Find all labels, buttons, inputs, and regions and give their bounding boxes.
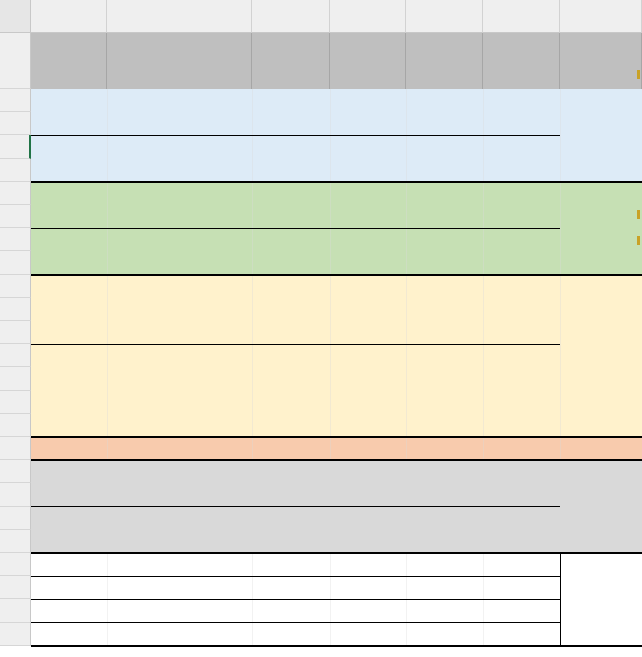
cell-g22[interactable] [560,553,642,576]
cell-a8[interactable] [31,228,107,251]
cell-a6[interactable] [31,182,107,205]
cell-f12[interactable] [483,321,560,344]
cell-e4[interactable] [406,135,483,158]
cell-b6[interactable] [107,182,252,205]
subgroup-border [31,135,560,136]
column-header-c[interactable] [252,0,330,33]
cell-b13[interactable] [107,344,252,367]
comment-indicator [637,70,640,79]
cell-d7[interactable] [330,205,406,228]
row-header-7[interactable] [0,205,31,228]
group-border [31,274,642,276]
comment-indicator [637,236,640,245]
cell-a4[interactable] [31,135,107,158]
cell-c13[interactable] [252,344,330,367]
cell-c2[interactable] [252,89,330,112]
cell-b11[interactable] [107,298,252,321]
cell-c7[interactable] [252,205,330,228]
header-cell-g[interactable] [560,33,642,89]
row-header-12[interactable] [0,321,31,344]
row-header-10[interactable] [0,275,31,298]
cell-a2[interactable] [31,89,107,112]
cell-f22[interactable] [483,553,560,576]
cell-d4[interactable] [330,135,406,158]
subgroup-border [31,576,560,577]
cell-a10[interactable] [31,275,107,298]
row-header-24[interactable] [0,599,31,622]
cell-e19[interactable] [406,483,483,506]
column-g-border [560,553,561,646]
cell-g24[interactable] [560,599,642,622]
cell-c24[interactable] [252,599,330,622]
cell-c20[interactable] [252,507,330,530]
subgroup-border [31,599,560,600]
cell-d18[interactable] [330,460,406,483]
cell-g4[interactable] [560,135,642,158]
cell-c12[interactable] [252,321,330,344]
header-cell-b[interactable] [107,33,252,89]
column-header-b[interactable] [107,0,252,33]
cell-e2[interactable] [406,89,483,112]
gridline-v [483,89,484,646]
cell-f16[interactable] [483,414,560,437]
cell-b5[interactable] [107,159,252,182]
cell-g3[interactable] [560,112,642,135]
cell-e5[interactable] [406,159,483,182]
row-header-9[interactable] [0,251,31,274]
cell-d13[interactable] [330,344,406,367]
cell-d17[interactable] [330,437,406,460]
header-cell-d[interactable] [330,33,406,89]
cell-d11[interactable] [330,298,406,321]
cell-c16[interactable] [252,414,330,437]
cell-c3[interactable] [252,112,330,135]
cell-e3[interactable] [406,112,483,135]
row-header-20[interactable] [0,507,31,530]
cell-g15[interactable] [560,391,642,414]
cell-b14[interactable] [107,367,252,390]
cell-f4[interactable] [483,135,560,158]
cell-e12[interactable] [406,321,483,344]
cell-f5[interactable] [483,159,560,182]
cell-d12[interactable] [330,321,406,344]
cell-e24[interactable] [406,599,483,622]
cell-g11[interactable] [560,298,642,321]
header-cell-a[interactable] [31,33,107,89]
cell-e15[interactable] [406,391,483,414]
cell-d23[interactable] [330,576,406,599]
cell-b12[interactable] [107,321,252,344]
header-cell-f[interactable] [483,33,560,89]
group-border [31,552,642,554]
cell-a20[interactable] [31,507,107,530]
cell-d16[interactable] [330,414,406,437]
cell-e7[interactable] [406,205,483,228]
cell-a24[interactable] [31,599,107,622]
cell-e18[interactable] [406,460,483,483]
row-header-23[interactable] [0,576,31,599]
cell-g10[interactable] [560,275,642,298]
cell-b7[interactable] [107,205,252,228]
cell-g2[interactable] [560,89,642,112]
cell-c21[interactable] [252,530,330,553]
row-header-3[interactable] [0,112,31,135]
cell-f25[interactable] [483,623,560,646]
cell-b18[interactable] [107,460,252,483]
cell-d22[interactable] [330,553,406,576]
cell-b22[interactable] [107,553,252,576]
row-header-16[interactable] [0,414,31,437]
gridline-v [252,89,253,646]
cell-b17[interactable] [107,437,252,460]
cell-f20[interactable] [483,507,560,530]
cell-c8[interactable] [252,228,330,251]
group-border [31,459,642,461]
group-border [31,436,642,438]
cell-f9[interactable] [483,251,560,274]
cell-f24[interactable] [483,599,560,622]
cell-a17[interactable] [31,437,107,460]
cell-e13[interactable] [406,344,483,367]
column-header-e[interactable] [406,0,483,33]
cell-d10[interactable] [330,275,406,298]
cell-f7[interactable] [483,205,560,228]
cell-e6[interactable] [406,182,483,205]
row-header-18[interactable] [0,460,31,483]
row-header-22[interactable] [0,553,31,576]
cell-a14[interactable] [31,367,107,390]
cell-c18[interactable] [252,460,330,483]
cell-b4[interactable] [107,135,252,158]
group-border [31,181,642,183]
cell-g9[interactable] [560,251,642,274]
cell-a23[interactable] [31,576,107,599]
cell-a5[interactable] [31,159,107,182]
row-header-8[interactable] [0,228,31,251]
cell-c10[interactable] [252,275,330,298]
row-header-6[interactable] [0,182,31,205]
cell-g23[interactable] [560,576,642,599]
cell-g8[interactable] [560,228,642,251]
cell-d24[interactable] [330,599,406,622]
cell-a9[interactable] [31,251,107,274]
cell-a21[interactable] [31,530,107,553]
cell-g13[interactable] [560,344,642,367]
cell-b3[interactable] [107,112,252,135]
cell-g17[interactable] [560,437,642,460]
row-header-4[interactable] [0,135,31,158]
cell-b2[interactable] [107,89,252,112]
cell-g7[interactable] [560,205,642,228]
cell-d20[interactable] [330,507,406,530]
cell-g12[interactable] [560,321,642,344]
cell-d2[interactable] [330,89,406,112]
row-header-2[interactable] [0,89,31,112]
cell-d15[interactable] [330,391,406,414]
gridline-v [330,89,331,646]
cell-c15[interactable] [252,391,330,414]
gridline-v [406,89,407,646]
cell-c22[interactable] [252,553,330,576]
cell-e9[interactable] [406,251,483,274]
column-header-a[interactable] [31,0,107,33]
cell-g16[interactable] [560,414,642,437]
cell-a19[interactable] [31,483,107,506]
cell-b10[interactable] [107,275,252,298]
cell-a13[interactable] [31,344,107,367]
row-header-25[interactable] [0,623,31,646]
cell-a15[interactable] [31,391,107,414]
cell-f2[interactable] [483,89,560,112]
header-cell-c[interactable] [252,33,330,89]
cell-a16[interactable] [31,414,107,437]
column-header-g[interactable] [560,0,642,33]
column-header-f[interactable] [483,0,560,33]
row-header-1[interactable] [0,33,31,89]
cell-c14[interactable] [252,367,330,390]
cell-g20[interactable] [560,507,642,530]
cell-e17[interactable] [406,437,483,460]
cell-g14[interactable] [560,367,642,390]
cell-a25[interactable] [31,623,107,646]
cell-c17[interactable] [252,437,330,460]
gridline-v [107,89,108,646]
cell-f19[interactable] [483,483,560,506]
cell-a7[interactable] [31,205,107,228]
cell-e14[interactable] [406,367,483,390]
cell-b19[interactable] [107,483,252,506]
cell-a18[interactable] [31,460,107,483]
cell-d19[interactable] [330,483,406,506]
cell-b20[interactable] [107,507,252,530]
cell-c6[interactable] [252,182,330,205]
cell-e10[interactable] [406,275,483,298]
cell-d25[interactable] [330,623,406,646]
cell-e8[interactable] [406,228,483,251]
cell-e22[interactable] [406,553,483,576]
cell-c4[interactable] [252,135,330,158]
cell-f18[interactable] [483,460,560,483]
cell-g21[interactable] [560,530,642,553]
cell-d6[interactable] [330,182,406,205]
column-header-d[interactable] [330,0,406,33]
cell-b15[interactable] [107,391,252,414]
cell-g25[interactable] [560,623,642,646]
row-header-5[interactable] [0,159,31,182]
cell-c5[interactable] [252,159,330,182]
cell-d14[interactable] [330,367,406,390]
cell-f10[interactable] [483,275,560,298]
cell-e23[interactable] [406,576,483,599]
cell-a11[interactable] [31,298,107,321]
cell-e16[interactable] [406,414,483,437]
cell-g6[interactable] [560,182,642,205]
cell-b24[interactable] [107,599,252,622]
cell-c19[interactable] [252,483,330,506]
cell-b23[interactable] [107,576,252,599]
row-header-21[interactable] [0,530,31,553]
cell-f11[interactable] [483,298,560,321]
cell-f8[interactable] [483,228,560,251]
cell-c9[interactable] [252,251,330,274]
cell-b21[interactable] [107,530,252,553]
row-header-19[interactable] [0,483,31,506]
cell-f13[interactable] [483,344,560,367]
cell-f3[interactable] [483,112,560,135]
cell-g5[interactable] [560,159,642,182]
row-header-14[interactable] [0,367,31,390]
cell-b9[interactable] [107,251,252,274]
row-header-11[interactable] [0,298,31,321]
subgroup-border [31,228,560,229]
cell-c25[interactable] [252,623,330,646]
cell-b25[interactable] [107,623,252,646]
cell-f21[interactable] [483,530,560,553]
cell-f6[interactable] [483,182,560,205]
cell-f23[interactable] [483,576,560,599]
cell-a3[interactable] [31,112,107,135]
header-cell-e[interactable] [406,33,483,89]
cell-e11[interactable] [406,298,483,321]
cell-c23[interactable] [252,576,330,599]
cell-b16[interactable] [107,414,252,437]
row-header-17[interactable] [0,437,31,460]
select-all-corner[interactable] [0,0,31,33]
row-header-15[interactable] [0,391,31,414]
cell-e25[interactable] [406,623,483,646]
row-header-13[interactable] [0,344,31,367]
cell-f14[interactable] [483,367,560,390]
cell-d9[interactable] [330,251,406,274]
group-border [31,645,642,647]
cell-d21[interactable] [330,530,406,553]
subgroup-border [31,622,560,623]
subgroup-border [31,344,560,345]
cell-b8[interactable] [107,228,252,251]
cell-g18[interactable] [560,460,642,483]
cell-c11[interactable] [252,298,330,321]
cell-a22[interactable] [31,553,107,576]
cell-f15[interactable] [483,391,560,414]
cell-d8[interactable] [330,228,406,251]
cell-e20[interactable] [406,507,483,530]
cell-a12[interactable] [31,321,107,344]
cell-e21[interactable] [406,530,483,553]
cell-d3[interactable] [330,112,406,135]
cell-f17[interactable] [483,437,560,460]
cell-g19[interactable] [560,483,642,506]
subgroup-border [31,506,560,507]
cell-d5[interactable] [330,159,406,182]
comment-indicator [637,210,640,219]
